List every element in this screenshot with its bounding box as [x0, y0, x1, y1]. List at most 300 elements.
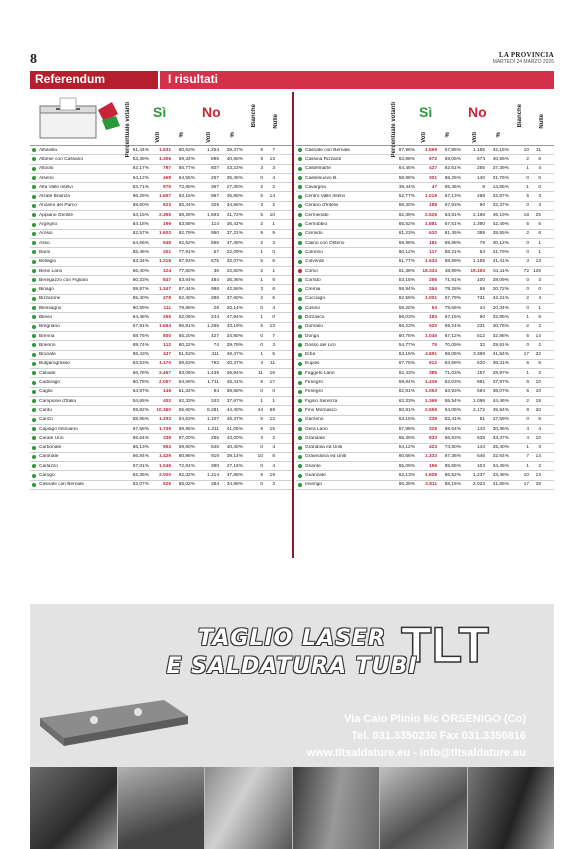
no-votes: 114 — [211, 222, 219, 228]
si-votes: 1.439 — [424, 380, 437, 386]
no-votes: 1.107 — [206, 417, 219, 423]
municipality-name: Carugo — [39, 473, 55, 479]
municipality-name: Guanzate — [305, 473, 326, 479]
municipality-name: Barni — [39, 249, 51, 255]
si-percent: 63,69% — [444, 361, 461, 367]
null-ballots: 4 — [272, 445, 275, 451]
si-percent: 82,41% — [444, 417, 461, 423]
blank-ballots: 4 — [526, 435, 529, 441]
null-ballots: 6 — [538, 222, 541, 228]
no-percent: 41,41% — [492, 259, 509, 265]
table-row — [30, 462, 292, 471]
table-row — [30, 285, 292, 294]
winner-dot-icon — [298, 148, 302, 152]
municipality-name: Cabiate — [39, 370, 56, 376]
turnout-value: 54,12% — [398, 445, 415, 451]
turnout-value: 62,57% — [132, 231, 149, 237]
no-percent: 32,87% — [492, 194, 509, 200]
table-row — [30, 258, 292, 267]
municipality-name: Carimate — [39, 454, 59, 460]
null-ballots: 3 — [538, 203, 541, 209]
municipality-name: Cavargna — [305, 184, 326, 190]
no-percent: 37,21% — [226, 231, 243, 237]
si-votes: 953 — [162, 445, 171, 451]
winner-dot-icon — [298, 297, 302, 301]
si-percent: 58,59% — [444, 259, 461, 265]
blank-ballots: 6 — [526, 361, 529, 367]
blank-ballots: 6 — [260, 194, 263, 200]
table-row — [296, 416, 554, 425]
winner-dot-icon — [32, 148, 36, 152]
turnout-value: 57,98% — [398, 426, 415, 432]
null-ballots: 13 — [535, 473, 541, 479]
municipality-name: Blessagno — [39, 305, 62, 311]
si-percent: 79,28% — [444, 287, 461, 293]
winner-dot-icon — [298, 381, 302, 385]
turnout-value: 67,96% — [398, 147, 415, 153]
blank-ballots: 2 — [526, 231, 529, 237]
no-votes: 1.096 — [472, 398, 485, 404]
no-votes: 255 — [476, 166, 485, 172]
no-votes: 1.711 — [207, 380, 219, 386]
si-votes: 181 — [428, 240, 437, 246]
si-percent: 70,09% — [444, 342, 461, 348]
si-percent: 67,36% — [444, 454, 461, 460]
no-percent: 40,40% — [226, 445, 243, 451]
null-ballots: 1 — [538, 249, 541, 255]
winner-dot-icon — [298, 232, 302, 236]
turnout-value: 64,15% — [132, 212, 149, 218]
winner-dot-icon — [32, 223, 36, 227]
null-ballots: 4 — [538, 296, 541, 302]
si-votes: 328 — [428, 426, 437, 432]
turnout-value: 59,20% — [398, 305, 415, 311]
table-row — [296, 230, 554, 239]
no-votes: 90 — [479, 314, 485, 320]
no-percent: 37,60% — [226, 296, 243, 302]
municipality-name: Fenegrò — [305, 389, 323, 395]
si-percent: 85,45% — [444, 184, 461, 190]
table-row — [30, 434, 292, 443]
no-percent: 36,07% — [492, 389, 509, 395]
municipality-name: Brunate — [39, 352, 56, 358]
si-votes: 18.334 — [422, 268, 437, 274]
si-percent: 60,86% — [178, 454, 195, 460]
winner-dot-icon — [32, 288, 36, 292]
municipality-name: Bregnano — [39, 324, 60, 330]
si-votes: 2.057 — [158, 380, 171, 386]
municipality-name: Grandate — [305, 435, 326, 441]
si-votes: 1.347 — [158, 287, 171, 293]
winner-dot-icon — [32, 446, 36, 450]
turnout-value: 67,58% — [132, 426, 149, 432]
table-row — [296, 258, 554, 267]
no-percent: 40,66% — [226, 156, 243, 162]
si-percent: 57,51% — [444, 222, 461, 228]
si-percent: 69,24% — [444, 324, 461, 330]
si-votes: 1.019 — [424, 194, 437, 200]
si-votes: 1.881 — [424, 222, 437, 228]
si-percent: 57,85% — [444, 147, 461, 153]
no-votes: 566 — [210, 240, 219, 246]
no-votes: 69 — [479, 287, 485, 293]
municipality-name: Albese con Cassano — [39, 156, 83, 162]
no-votes: 8 — [482, 184, 485, 190]
no-votes: 329 — [210, 203, 219, 209]
municipality-name: Cremia — [305, 287, 321, 293]
si-votes: 124 — [162, 268, 171, 274]
winner-dot-icon — [298, 446, 302, 450]
si-percent: 64,55% — [178, 175, 195, 181]
svg-text:TLT: TLT — [401, 617, 489, 672]
no-percent: 42,21% — [492, 296, 509, 302]
no-votes: 140 — [476, 175, 485, 181]
municipality-name: Dizzasco — [305, 314, 325, 320]
si-percent: 58,15% — [444, 482, 461, 488]
turnout-value: 68,75% — [132, 333, 149, 339]
no-percent: 27,35% — [226, 184, 243, 190]
si-percent: 59,05% — [444, 156, 461, 162]
null-ballots: 10 — [535, 380, 541, 386]
table-row — [30, 481, 292, 490]
si-percent: 67,13% — [444, 194, 461, 200]
table-row — [30, 165, 292, 174]
municipality-name: Cucciago — [305, 296, 325, 302]
blank-ballots: 17 — [523, 482, 529, 488]
no-votes: 646 — [210, 445, 219, 451]
blank-ballots: 8 — [260, 380, 263, 386]
si-votes: 117 — [429, 249, 437, 255]
turnout-value: 64,97% — [132, 389, 149, 395]
winner-dot-icon — [32, 390, 36, 394]
null-ballots: 4 — [272, 305, 275, 311]
winner-dot-icon — [32, 408, 36, 412]
null-ballots: 126 — [532, 268, 541, 274]
si-percent: 59,63% — [178, 361, 195, 367]
null-ballots: 6 — [272, 287, 275, 293]
header-no-pct: % — [230, 132, 236, 138]
table-row — [30, 155, 292, 164]
turnout-value: 55,46% — [132, 249, 149, 255]
winner-dot-icon — [298, 241, 302, 245]
no-percent: 28,97% — [492, 370, 509, 376]
null-ballots: 1 — [272, 222, 275, 228]
blank-ballots: 3 — [260, 166, 263, 172]
si-votes: 188 — [428, 203, 437, 209]
municipality-name: Castelmarte — [305, 166, 331, 172]
advertisement[interactable] — [30, 604, 554, 849]
null-ballots: 10 — [535, 435, 541, 441]
si-votes: 201 — [162, 249, 171, 255]
no-votes: 1.265 — [206, 324, 219, 330]
si-votes: 972 — [428, 156, 437, 162]
municipality-name: Casnate con Bernate — [305, 147, 351, 153]
winner-dot-icon — [32, 185, 36, 189]
si-votes: 2.000 — [158, 473, 171, 479]
si-percent: 63,15% — [178, 194, 195, 200]
winner-dot-icon — [298, 315, 302, 319]
no-votes: 78 — [479, 240, 485, 246]
winner-dot-icon — [298, 427, 302, 431]
blank-ballots: 0 — [260, 482, 263, 488]
winner-dot-icon — [32, 315, 36, 319]
winner-dot-icon — [298, 306, 302, 310]
no-votes: 100 — [476, 277, 485, 283]
no-percent: 36,36% — [226, 277, 243, 283]
blank-ballots: 0 — [260, 463, 263, 469]
si-percent: 51,53% — [178, 352, 195, 358]
si-percent: 62,40% — [178, 296, 195, 302]
winner-dot-icon — [298, 185, 302, 189]
no-votes: 51 — [479, 417, 485, 423]
no-votes: 1.211 — [207, 426, 219, 432]
si-votes: 2.365 — [158, 212, 171, 218]
no-votes: 638 — [476, 435, 485, 441]
no-percent: 45,37% — [226, 417, 243, 423]
no-percent: 30,76% — [492, 324, 509, 330]
ballot-box-icon — [32, 96, 124, 140]
no-percent: 37,67% — [226, 398, 243, 404]
null-ballots: 3 — [272, 482, 275, 488]
ad-website[interactable]: www.tltsaldature.eu - info@tltsaldature.eu — [306, 747, 526, 759]
null-ballots: 2 — [272, 184, 275, 190]
si-percent: 63,93% — [444, 389, 461, 395]
header-null: Nulle — [539, 114, 545, 129]
no-percent: 43,00% — [226, 435, 243, 441]
turnout-value: 64,48% — [132, 314, 149, 320]
no-votes: 731 — [476, 296, 485, 302]
steel-plate-image — [34, 694, 194, 754]
no-votes: 2.023 — [472, 482, 485, 488]
municipality-name: Bellagio — [39, 259, 57, 265]
table-row — [296, 155, 554, 164]
si-votes: 184 — [428, 314, 437, 320]
winner-dot-icon — [32, 250, 36, 254]
winner-dot-icon — [32, 241, 36, 245]
municipality-name: Campione d'Italia — [39, 398, 76, 404]
table-row — [296, 220, 554, 229]
null-ballots: 6 — [538, 231, 541, 237]
winner-dot-icon — [32, 353, 36, 357]
si-votes: 427 — [428, 166, 437, 172]
blank-ballots: 10 — [523, 473, 529, 479]
null-ballots: 8 — [272, 454, 275, 460]
table-row — [296, 295, 554, 304]
no-percent: 32,88% — [492, 333, 509, 339]
blank-ballots: 8 — [260, 426, 263, 432]
winner-dot-icon — [32, 157, 36, 161]
si-percent: 57,44% — [178, 287, 195, 293]
si-percent: 71,03% — [444, 370, 461, 376]
turnout-value: 61,23% — [398, 231, 415, 237]
municipality-name: Gera Lario — [305, 426, 328, 432]
turnout-value: 65,52% — [398, 222, 415, 228]
winner-dot-icon — [298, 223, 302, 227]
blank-ballots: 0 — [526, 240, 529, 246]
no-votes: 19.163 — [470, 268, 485, 274]
no-votes: 255 — [210, 435, 219, 441]
no-percent: 34,45% — [492, 463, 509, 469]
municipality-name: Anzano del Parco — [39, 203, 77, 209]
blank-ballots: 9 — [260, 156, 263, 162]
table-row — [296, 332, 554, 341]
no-percent: 32,64% — [492, 454, 509, 460]
si-percent: 65,20% — [178, 333, 195, 339]
no-votes: 284 — [210, 482, 219, 488]
table-row — [296, 360, 554, 369]
blank-ballots: 10 — [257, 454, 263, 460]
turnout-value: 64,45% — [398, 166, 415, 172]
no-percent: 43,19% — [226, 324, 243, 330]
blank-ballots: 1 — [526, 463, 529, 469]
no-votes: 28 — [213, 305, 219, 311]
header-si-votes: Voti — [155, 132, 161, 143]
si-votes: 199 — [162, 222, 171, 228]
municipality-name: Carlazzo — [39, 463, 58, 469]
si-percent: 74,60% — [444, 445, 461, 451]
municipality-name: Cantù — [39, 407, 52, 413]
si-votes: 75 — [431, 342, 437, 348]
no-votes: 244 — [210, 314, 219, 320]
no-votes: 594 — [476, 389, 485, 395]
blank-ballots: 2 — [260, 268, 263, 274]
turnout-value: 62,43% — [398, 370, 415, 376]
winner-dot-icon — [298, 474, 302, 478]
turnout-value: 62,17% — [132, 166, 149, 172]
si-votes: 402 — [162, 398, 171, 404]
no-percent: 34,56% — [226, 203, 243, 209]
turnout-value: 61,44% — [132, 147, 149, 153]
si-votes: 797 — [162, 166, 171, 172]
turnout-value: 66,13% — [132, 445, 149, 451]
table-row — [296, 434, 554, 443]
table-left — [30, 92, 292, 558]
winner-dot-icon — [32, 483, 36, 487]
turnout-value: 59,84% — [398, 380, 415, 386]
no-percent: 40,37% — [226, 361, 243, 367]
turnout-value: 60,66% — [398, 454, 415, 460]
turnout-value: 63,15% — [398, 352, 415, 358]
winner-dot-icon — [32, 474, 36, 478]
winner-dot-icon — [298, 464, 302, 468]
null-ballots: 16 — [269, 370, 275, 376]
blank-ballots: 1 — [260, 352, 263, 358]
municipality-name: Colverde — [305, 259, 325, 265]
blank-ballots: 0 — [260, 305, 263, 311]
blank-ballots: 1 — [526, 314, 529, 320]
table-row — [30, 444, 292, 453]
no-percent: 42,56% — [226, 287, 243, 293]
turnout-value: 63,39% — [132, 156, 149, 162]
blank-ballots: 5 — [260, 417, 263, 423]
null-ballots: 0 — [272, 314, 275, 320]
turnout-value: 53,15% — [398, 417, 415, 423]
no-percent: 37,97% — [492, 380, 509, 386]
no-percent: 38,68% — [226, 389, 243, 395]
municipality-name: Binago — [39, 287, 54, 293]
null-ballots: 10 — [535, 389, 541, 395]
blank-ballots: 0 — [260, 342, 263, 348]
si-votes: 385 — [428, 370, 437, 376]
blank-ballots: 5 — [526, 333, 529, 339]
si-percent: 60,22% — [178, 342, 195, 348]
blank-ballots: 2 — [260, 222, 263, 228]
municipality-name: Alserio — [39, 175, 54, 181]
paper-name: LA PROVINCIA — [498, 51, 554, 59]
null-ballots: 0 — [272, 389, 275, 395]
no-percent: 39,37% — [226, 147, 243, 153]
winner-dot-icon — [298, 399, 302, 403]
municipality-name: Fino Mornasco — [305, 407, 337, 413]
blank-ballots: 3 — [260, 435, 263, 441]
no-percent: 34,80% — [226, 333, 243, 339]
si-votes: 264 — [428, 287, 437, 293]
table-row — [296, 351, 554, 360]
table-row — [296, 462, 554, 471]
municipality-name: Cadorago — [39, 380, 61, 386]
table-row — [296, 313, 554, 322]
no-percent: 47,94% — [226, 314, 243, 320]
ad-address: Via Caio Plinio 8/c ORSENIGO (Co) — [344, 713, 526, 725]
no-percent: 41,85% — [492, 482, 509, 488]
null-ballots: 1 — [538, 240, 541, 246]
si-percent: 58,06% — [444, 352, 461, 358]
no-votes: 607 — [210, 166, 219, 172]
table-row — [30, 276, 292, 285]
no-percent: 20,14% — [226, 305, 243, 311]
municipality-name: Blevio — [39, 314, 53, 320]
turnout-value: 67,75% — [398, 361, 415, 367]
no-votes: 2.168 — [472, 212, 485, 218]
si-votes: 112 — [163, 342, 171, 348]
no-votes: 367 — [210, 184, 219, 190]
table-row — [30, 471, 292, 480]
null-ballots: 2 — [538, 342, 541, 348]
municipality-name: Inverigo — [305, 482, 323, 488]
null-ballots: 3 — [272, 166, 275, 172]
turnout-value: 63,34% — [132, 259, 149, 265]
table-row — [30, 453, 292, 462]
si-votes: 265 — [162, 314, 171, 320]
table-row — [296, 248, 554, 257]
municipality-name: Cermenate — [305, 212, 329, 218]
no-percent: 41,94% — [492, 352, 509, 358]
turnout-value: 54,65% — [132, 398, 149, 404]
null-ballots: 2 — [538, 463, 541, 469]
turnout-value: 68,43% — [132, 352, 149, 358]
municipality-name: Brienno — [39, 342, 56, 348]
table-row — [30, 174, 292, 183]
si-percent: 62,79% — [178, 231, 195, 237]
null-ballots: 14 — [269, 194, 275, 200]
turnout-value: 65,09% — [398, 463, 415, 469]
winner-dot-icon — [32, 381, 36, 385]
winner-dot-icon — [298, 213, 302, 217]
municipality-name: Argegno — [39, 222, 58, 228]
municipality-name: Carbonate — [39, 445, 62, 451]
municipality-name: Alta Valle Intelvi — [39, 184, 73, 190]
table-row — [30, 295, 292, 304]
si-percent: 60,63% — [178, 147, 195, 153]
si-votes: 47 — [431, 184, 437, 190]
no-votes: 427 — [210, 333, 219, 339]
table-row — [30, 341, 292, 350]
blank-ballots: 1 — [526, 445, 529, 451]
si-votes: 1.333 — [158, 417, 171, 423]
ad-photo — [293, 767, 381, 849]
si-votes: 1.045 — [424, 333, 437, 339]
no-votes: 520 — [476, 361, 485, 367]
